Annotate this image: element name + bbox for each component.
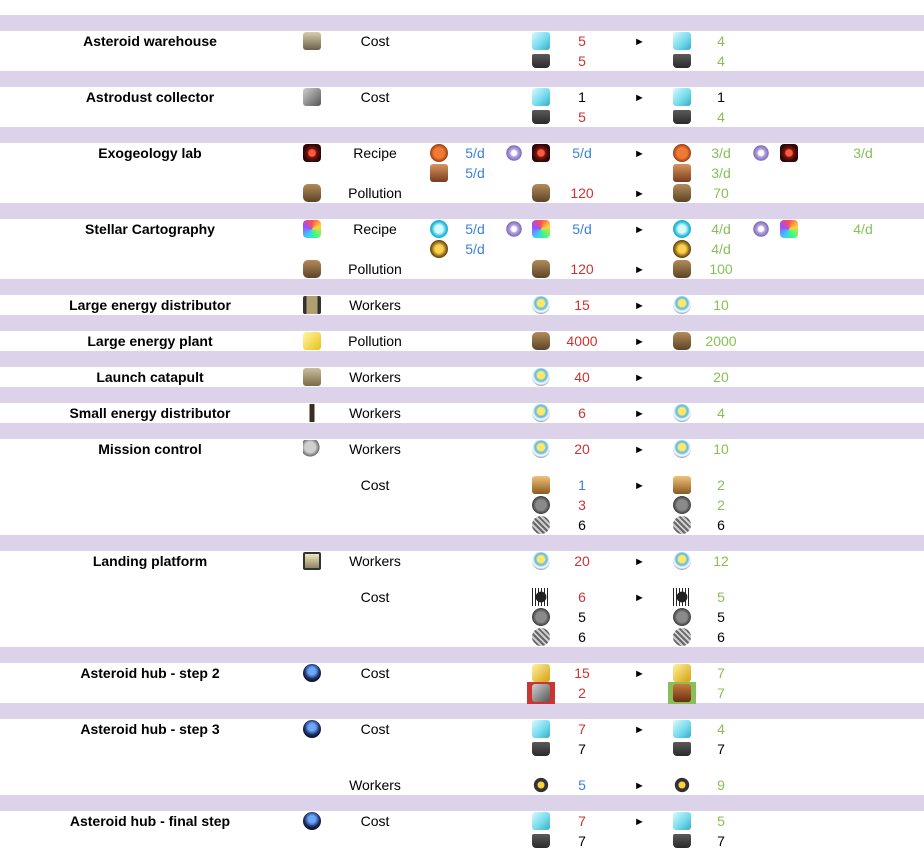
ore-icon [532, 834, 550, 848]
arrow-icon: ► [634, 224, 645, 236]
ore-icon [532, 742, 550, 756]
after-value: 10 [713, 441, 729, 457]
before-value: 6 [578, 405, 586, 421]
output-value: 5/d [572, 221, 592, 237]
after-value: 2 [717, 477, 725, 493]
row-separator [0, 535, 924, 551]
arrow-icon: ► [634, 816, 645, 828]
cartography-icon [303, 220, 321, 238]
after-value: 70 [713, 185, 729, 201]
change-type: Workers [349, 405, 401, 421]
ice-icon [673, 812, 691, 830]
after-value: 2 [717, 497, 725, 513]
row-separator [0, 387, 924, 403]
lab-product-icon [780, 144, 798, 162]
gear-icon [505, 220, 523, 238]
arrow-icon: ► [634, 36, 645, 48]
ore-icon [532, 54, 550, 68]
arrow-icon: ► [634, 336, 645, 348]
after-value: 1 [717, 89, 725, 105]
nugget-icon [673, 240, 691, 258]
before-value: 15 [574, 297, 590, 313]
building-name: Landing platform [92, 553, 208, 569]
landing-icon [303, 552, 321, 570]
after-value: 20 [713, 369, 729, 385]
arrow-icon: ► [634, 780, 645, 792]
rock-icon [532, 608, 550, 626]
row-separator [0, 423, 924, 439]
change-type: Cost [360, 665, 390, 681]
ice-icon [532, 32, 550, 50]
ice-icon [532, 88, 550, 106]
arrow-icon: ► [634, 444, 645, 456]
warehouse-icon [303, 32, 321, 50]
after-value: 4 [717, 33, 725, 49]
energy-plant-icon [303, 332, 321, 350]
change-type: Pollution [348, 333, 402, 349]
arrow-icon: ► [634, 668, 645, 680]
ore-icon [673, 54, 691, 68]
small-distributor-icon [303, 404, 321, 422]
steel-icon [527, 682, 555, 704]
arrow-icon: ► [634, 556, 645, 568]
change-type: Cost [360, 589, 390, 605]
arrow-icon: ► [634, 188, 645, 200]
meat-icon [673, 164, 691, 182]
arrow-icon: ► [634, 264, 645, 276]
building-name: Asteroid hub - step 3 [80, 721, 220, 737]
mesh-icon [673, 628, 691, 646]
after-value: 3/d [711, 145, 731, 161]
before-value: 1 [578, 89, 586, 105]
starmap-icon [532, 220, 550, 238]
output-value: 5/d [572, 145, 592, 161]
arrow-icon: ► [634, 372, 645, 384]
change-type: Workers [349, 553, 401, 569]
building-name: Small energy distributor [69, 405, 231, 421]
change-type: Cost [360, 89, 390, 105]
chest-icon [673, 476, 691, 494]
row-separator [0, 703, 924, 719]
before-value: 40 [574, 369, 590, 385]
worker-icon [532, 404, 550, 422]
sack-icon [673, 184, 691, 202]
ice-icon [673, 88, 691, 106]
sack-icon [303, 184, 321, 202]
after-value: 7 [717, 741, 725, 757]
input-value: 5/d [465, 241, 485, 257]
building-name: Asteroid hub - final step [69, 813, 231, 829]
before-value: 3 [578, 497, 586, 513]
before-value: 7 [578, 741, 586, 757]
row-separator [0, 71, 924, 87]
arrow-icon: ► [634, 592, 645, 604]
input-value: 5/d [465, 165, 485, 181]
before-value: 5 [578, 109, 586, 125]
after-value: 3/d [853, 145, 873, 161]
before-value: 5 [578, 777, 586, 793]
change-type: Workers [349, 369, 401, 385]
before-value: 6 [578, 517, 586, 533]
sack-icon [532, 332, 550, 350]
shell-icon [673, 144, 691, 162]
after-value: 7 [717, 665, 725, 681]
row-separator [0, 279, 924, 295]
steel-icon [532, 684, 550, 702]
arrow-icon: ► [634, 724, 645, 736]
hub-icon [303, 720, 321, 738]
before-value: 6 [578, 589, 586, 605]
gear-icon [752, 144, 770, 162]
ore-icon [673, 742, 691, 756]
worker-icon [673, 440, 691, 458]
hub-icon [303, 812, 321, 830]
rock-icon [673, 608, 691, 626]
before-value: 5 [578, 609, 586, 625]
after-value: 9 [717, 777, 725, 793]
row-separator [0, 203, 924, 219]
before-value: 20 [574, 441, 590, 457]
drone-icon [673, 776, 691, 794]
worker-icon [673, 404, 691, 422]
after-value: 2000 [705, 333, 737, 349]
after-value: 5 [717, 813, 725, 829]
after-value: 10 [713, 297, 729, 313]
row-separator [0, 351, 924, 367]
lab-product-icon [532, 144, 550, 162]
before-value: 4000 [566, 333, 598, 349]
after-value: 12 [713, 553, 729, 569]
brick-icon [673, 684, 691, 702]
collector-icon [303, 88, 321, 106]
distributor-icon [303, 296, 321, 314]
worker-icon [532, 368, 550, 386]
starmap-icon [780, 220, 798, 238]
ice-icon [532, 720, 550, 738]
row-separator [0, 15, 924, 31]
change-type: Recipe [353, 221, 397, 237]
worker-icon [673, 552, 691, 570]
sack-icon [303, 260, 321, 278]
building-name: Exogeology lab [98, 145, 202, 161]
rock-icon [532, 496, 550, 514]
building-name: Asteroid hub - step 2 [80, 665, 220, 681]
ice-icon [532, 812, 550, 830]
building-name: Asteroid warehouse [83, 33, 217, 49]
ore-icon [673, 110, 691, 124]
after-value: 4 [717, 721, 725, 737]
row-separator [0, 127, 924, 143]
arrow-icon: ► [634, 480, 645, 492]
ore-icon [673, 834, 691, 848]
arrow-icon: ► [634, 92, 645, 104]
ice-icon [673, 32, 691, 50]
worker-icon [532, 440, 550, 458]
row-separator [0, 647, 924, 663]
before-value: 2 [578, 685, 586, 701]
before-value: 120 [570, 261, 594, 277]
before-value: 1 [578, 477, 586, 493]
mesh-icon [532, 628, 550, 646]
before-value: 6 [578, 629, 586, 645]
before-value: 7 [578, 721, 586, 737]
after-value: 5 [717, 589, 725, 605]
before-value: 5 [578, 53, 586, 69]
after-value: 5 [717, 609, 725, 625]
row-separator [0, 315, 924, 331]
after-value: 3/d [711, 165, 731, 181]
gear-icon [505, 144, 523, 162]
after-value: 6 [717, 629, 725, 645]
catapult-icon [303, 368, 321, 386]
after-value: 4 [717, 405, 725, 421]
arrow-icon: ► [634, 148, 645, 160]
fiber-icon [673, 588, 691, 606]
mesh-icon [673, 516, 691, 534]
after-value: 4 [717, 53, 725, 69]
mission-control-icon [303, 440, 321, 458]
worker-icon [532, 296, 550, 314]
after-value: 100 [709, 261, 733, 277]
sack-icon [673, 260, 691, 278]
after-value: 7 [717, 685, 725, 701]
before-value: 5 [578, 33, 586, 49]
change-type: Cost [360, 33, 390, 49]
row-separator [0, 795, 924, 811]
after-value: 4/d [711, 241, 731, 257]
before-value: 120 [570, 185, 594, 201]
worker-icon [673, 296, 691, 314]
change-type: Workers [349, 297, 401, 313]
sack-icon [532, 184, 550, 202]
building-name: Large energy plant [87, 333, 213, 349]
crystal-icon [673, 220, 691, 238]
arrow-icon: ► [634, 408, 645, 420]
change-type: Workers [349, 777, 401, 793]
after-value: 4 [717, 109, 725, 125]
sack-icon [673, 332, 691, 350]
building-name: Mission control [98, 441, 202, 457]
change-type: Cost [360, 477, 390, 493]
ice-icon [673, 720, 691, 738]
lab-icon [303, 144, 321, 162]
change-type: Recipe [353, 145, 397, 161]
mesh-icon [532, 516, 550, 534]
before-value: 20 [574, 553, 590, 569]
gold-icon [673, 664, 691, 682]
building-name: Large energy distributor [69, 297, 231, 313]
drone-icon [532, 776, 550, 794]
fiber-icon [532, 588, 550, 606]
change-type: Cost [360, 813, 390, 829]
after-value: 7 [717, 833, 725, 849]
chest-icon [532, 476, 550, 494]
building-name: Stellar Cartography [85, 221, 215, 237]
hub-icon [303, 664, 321, 682]
change-type: Pollution [348, 185, 402, 201]
worker-icon [532, 552, 550, 570]
input-value: 5/d [465, 145, 485, 161]
change-type: Cost [360, 721, 390, 737]
gold-icon [532, 664, 550, 682]
after-value: 6 [717, 517, 725, 533]
after-value: 4/d [853, 221, 873, 237]
ore-icon [532, 110, 550, 124]
before-value: 15 [574, 665, 590, 681]
change-type: Workers [349, 441, 401, 457]
after-value: 4/d [711, 221, 731, 237]
before-value: 7 [578, 833, 586, 849]
gear-icon [752, 220, 770, 238]
input-value: 5/d [465, 221, 485, 237]
sack-icon [532, 260, 550, 278]
building-name: Astrodust collector [85, 89, 215, 105]
rock-icon [673, 496, 691, 514]
before-value: 7 [578, 813, 586, 829]
arrow-icon: ► [634, 300, 645, 312]
change-type: Pollution [348, 261, 402, 277]
building-name: Launch catapult [96, 369, 204, 385]
